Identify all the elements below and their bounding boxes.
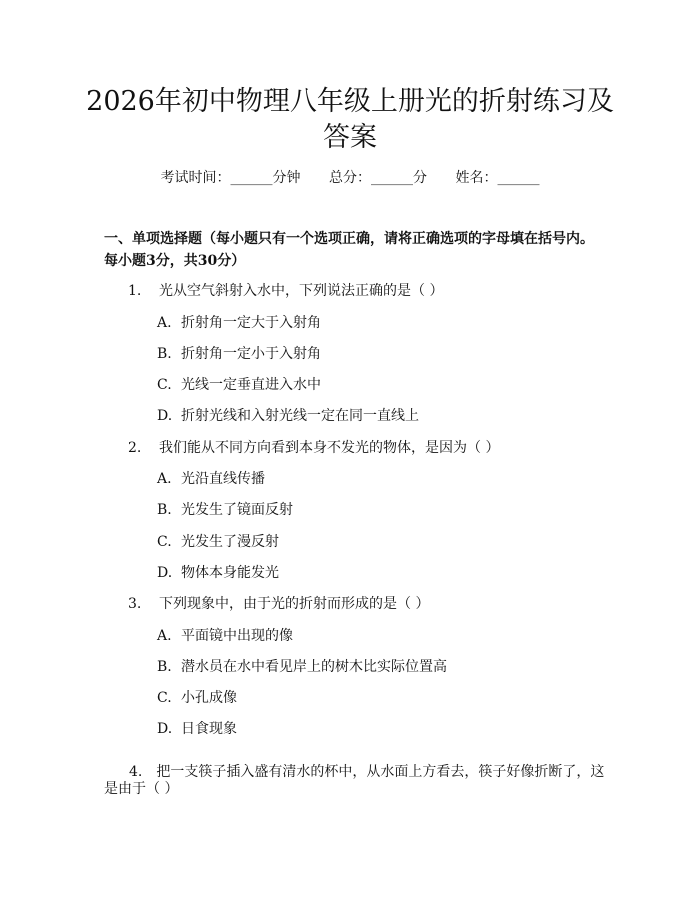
option-letter: D. [157,721,173,737]
option-text: 物体本身能发光 [181,565,279,581]
option-text: 平面镜中出现的像 [181,628,293,644]
question-4-continued: 是由于（ ） [104,781,179,797]
option-text: 折射光线和入射光线一定在同一直线上 [181,408,419,424]
exam-info-line [0,168,700,188]
question-text: 下列现象中，由于光的折射而形成的是（ ） [159,596,430,612]
option-letter: C. [157,534,172,550]
question-text: 把一支筷子插入盛有清水的杯中，从水面上方看去，筷子好像折断了，这 [156,764,605,780]
option-text: 光沿直线传播 [181,471,265,487]
option-letter: A. [157,315,172,331]
question-number: 2. [128,440,142,456]
option-letter: B. [157,346,172,362]
exam-time-field: 考试时间：______分钟 [160,170,301,186]
question-number: 3. [128,596,142,612]
option-text: 光线一定垂直进入水中 [181,377,321,393]
question-number: 1. [128,283,142,299]
option-text: 潜水员在水中看见岸上的树木比实际位置高 [181,659,447,675]
option-text: 折射角一定小于入射角 [181,346,321,362]
option-letter: D. [157,408,173,424]
question-text: 我们能从不同方向看到本身不发光的物体，是因为（ ） [159,440,500,456]
page-title-continued: 答案 [323,122,377,153]
option-letter: B. [157,659,172,675]
option-letter: D. [157,565,173,581]
option-text: 光发生了镜面反射 [181,502,293,518]
question-4 [129,762,604,782]
student-name-field: 姓名：______ [455,170,540,186]
option-letter: C. [157,377,172,393]
option-text: 光发生了漫反射 [181,534,279,550]
option-letter: B. [157,502,172,518]
option-letter: A. [157,471,172,487]
section-heading-line1: 一、单项选择题（每小题只有一个选项正确，请将正确选项的字母填在括号内。 [104,231,594,247]
section-heading [104,228,614,272]
total-score-field: 总分：______分 [329,170,427,186]
page-title: 2026年初中物理八年级上册光的折射练习及 [86,86,614,117]
section-heading-line2: 每小题3分，共30分） [104,253,246,269]
option-text: 小孔成像 [181,690,237,706]
option-text: 日食现象 [181,721,237,737]
question-text: 光从空气斜射入水中，下列说法正确的是（ ） [159,283,444,299]
question-number: 4. [129,764,143,780]
option-letter: A. [157,628,172,644]
option-letter: C. [157,690,172,706]
option-text: 折射角一定大于入射角 [181,315,321,331]
